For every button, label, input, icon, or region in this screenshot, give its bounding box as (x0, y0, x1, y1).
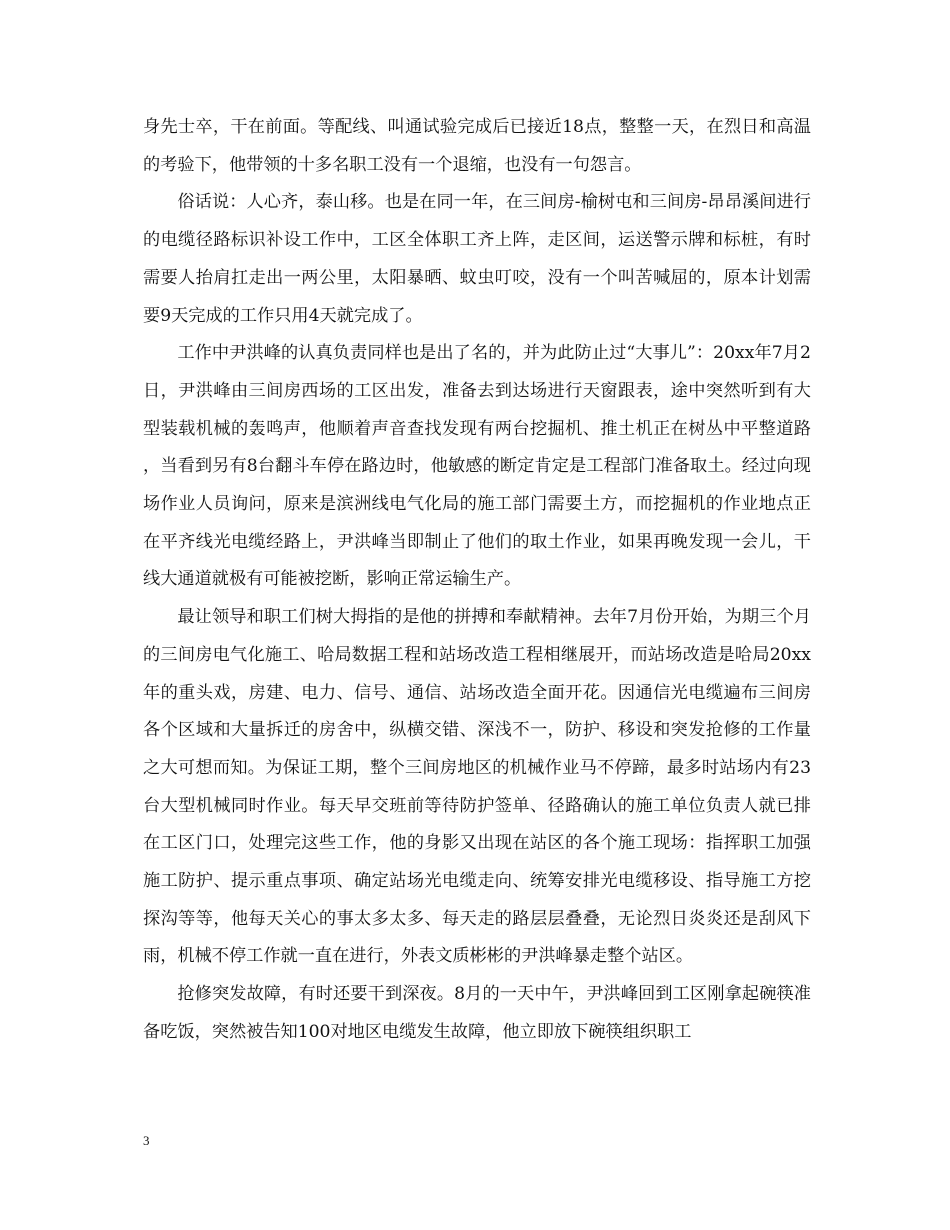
paragraph-4: 最让领导和职工们树大拇指的是他的拼搏和奉献精神。去年7月份开始，为期三个月的三间房电气化施工、哈局数据工程和站场改造工程相继展开，而站场改造是哈局20xx年的重头戏，房建、电力、信号、通信、站场改造全面开花。因通信光电缆遍布三间房各个区域和大量拆迁的房舍中，纵横交错、深浅不一，防护、移设和突发抢修的工作量之大可想而知。为保证工期，整个三间房地区的机械作业马不停蹄，最多时站场内有23台大型机械同时作业。每天早交班前等待防护签单、径路确认的施工单位负责人就已排在工区门口，处理完这些工作，他的身影又出现在站区的各个施工现场：指挥职工加强施工防护、提示重点事项、确定站场光电缆走向、统筹安排光电缆移设、指导施工方挖探沟等等，他每天关心的事太多太多、每天走的路层层叠叠，无论烈日炎炎还是刮风下雨，机械不停工作就一直在进行，外表文质彬彬的尹洪峰暴走整个站区。 (143, 607, 811, 967)
paragraph-3: 工作中尹洪峰的认真负责同样也是出了名的，并为此防止过“大事儿”：20xx年7月2日，尹洪峰由三间房西场的工区出发，准备去到达场进行天窗跟表，途中突然听到有大型装载机械的轰鸣声，他顺着声音查找发现有两台挖掘机、推土机正在树丛中平整道路，当看到另有8台翻斗车停在路边时，他敏感的断定肯定是工程部门准备取土。经过向现场作业人员询问，原来是滨洲线电气化局的施工部门需要土方，而挖掘机的作业地点正在平齐线光电缆经路上，尹洪峰当即制止了他们的取土作业，如果再晚发现一会儿，干线大通道就极有可能被挖断，影响正常运输生产。 (143, 343, 811, 590)
paragraph-1: 身先士卒，干在前面。等配线、叫通试验完成后已接近18点，整整一天，在烈日和高温的考验下，他带领的十多名职工没有一个退缩，也没有一句怨言。 (143, 117, 811, 175)
paragraph-2: 俗话说：人心齐，泰山移。也是在同一年，在三间房-榆树屯和三间房-昂昂溪间进行的电缆径路标识补设工作中，工区全体职工齐上阵，走区间，运送警示牌和标桩，有时需要人抬肩扛走出一两公里，太阳暴晒、蚊虫叮咬，没有一个叫苦喊屈的，原本计划需要9天完成的工作只用4天就完成了。 (143, 192, 811, 326)
document-body (143, 109, 811, 1052)
paragraph-5: 抢修突发故障，有时还要干到深夜。8月的一天中午，尹洪峰回到工区刚拿起碗筷准备吃饭，突然被告知100对地区电缆发生故障，他立即放下碗筷组织职工 (143, 984, 811, 1042)
page-number: 3 (143, 1133, 150, 1148)
